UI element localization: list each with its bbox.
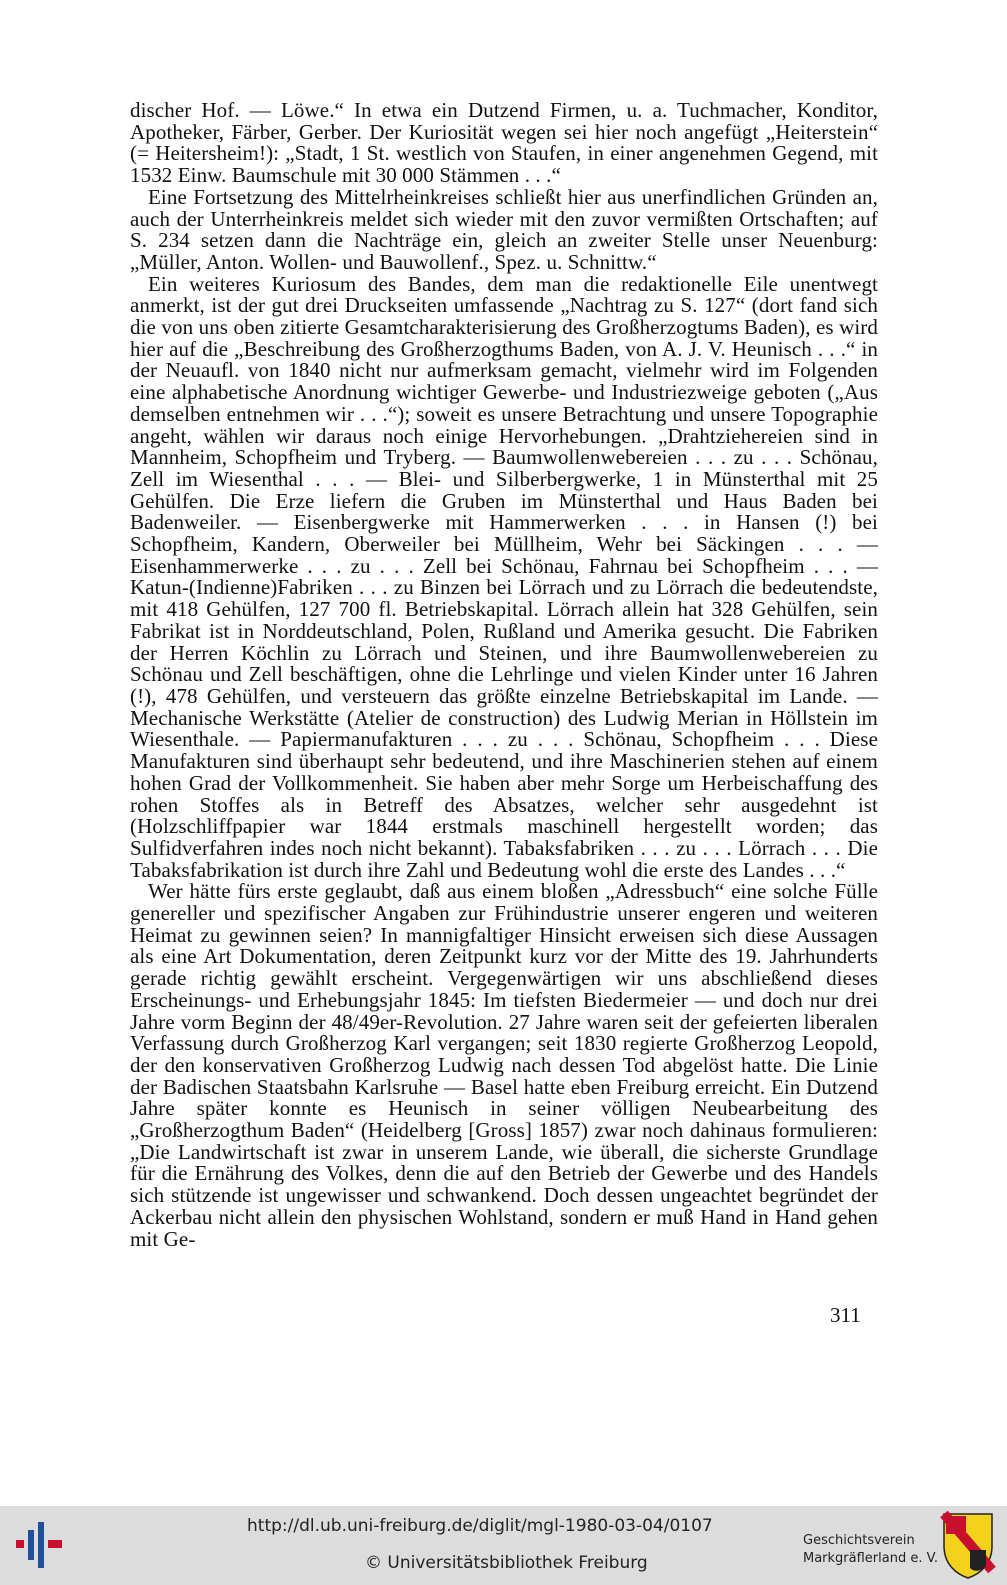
- footer-bar: [0, 1506, 1007, 1585]
- paragraph-1: discher Hof. — Löwe.“ In etwa ein Dutzend Firmen, u. a. Tuchmacher, Konditor, Apotheker, Färber, Gerber. Der Kuriosität wegen sei hier noch angefügt „Heiterstein“ (= Heitersheim!): „Stadt, 1 St. westlich von Staufen, in einer angenehmen Gegend, mit 1532 Einw. Baumschule mit 30 000 Stämmen . . .“: [130, 98, 878, 188]
- society-name: [803, 1532, 938, 1568]
- society-line-2: Markgräflerland e. V.: [803, 1551, 938, 1566]
- article-body: [130, 100, 878, 1250]
- paragraph-2: Eine Fortsetzung des Mittelrheinkreises schließt hier aus unerfindlichen Gründen an, auch der Unterrheinkreis meldet sich wieder mit den zuvor vermißten Ortschaften; auf S. 234 setzen dann die Nachträge ein, gleich an zweiter Stelle unser Neuenburg: „Müller, Anton. Wollen- und Bauwollenf., Spez. u. Schnittw.“: [130, 184, 878, 274]
- permalink-link[interactable]: http://dl.ub.uni-freiburg.de/diglit/mgl-1980-03-04/0107: [247, 1516, 713, 1536]
- ub-freiburg-logo-icon[interactable]: [14, 1518, 64, 1572]
- paragraph-4: Wer hätte fürs erste geglaubt, daß aus einem bloßen „Adressbuch“ eine solche Fülle genereller und spezifischer Angaben zur Frühindustrie unserer engeren und weiteren Heimat zu gewinnen seien? In mannigfaltiger Hinsicht erweisen sich diese Aussagen als eine Art Dokumentation, deren Zeitpunkt kurz vor der Mitte des 19. Jahrhunderts gerade richtig gewählt erscheint. Vergegenwärtigen wir uns abschließend dieses Erscheinungs- und Erhebungsjahr 1845: Im tiefsten Biedermeier — und doch nur drei Jahre vorm Beginn der 48/49er-Revolution. 27 Jahre waren seit der gefeierten liberalen Verfassung durch Großherzog Karl vergangen; seit 1830 regierte Großherzog Leopold, der den konservativen Großherzog Ludwig nach dessen Tod abgelöst hatte. Die Linie der Badischen Staatsbahn Karlsruhe — Basel hatte eben Freiburg erreicht. Ein Dutzend Jahre später konnte es Heunisch in seiner völligen Neubearbeitung des „Großherzogthum Baden“ (Heidelberg [Gross] 1857) zwar noch dahinaus formulieren: „Die Landwirtschaft ist zwar in unserem Lande, wie überall, die sicherste Grundlage für die Ernährung des Volkes, denn die auf den Betrieb der Gewerbe und des Handels sich stützende ist ungewisser und schwankend. Doch dessen ungeachtet begründet der Ackerbau nicht allein den physischen Wohlstand, sondern er muß Hand in Hand gehen mit Ge-: [130, 879, 878, 1251]
- coat-of-arms-icon[interactable]: [940, 1510, 996, 1580]
- society-line-1: Geschichtsverein: [803, 1533, 915, 1548]
- copyright-text: © Universitätsbibliothek Freiburg: [365, 1553, 648, 1573]
- paragraph-3: Ein weiteres Kuriosum des Bandes, dem man die redaktionelle Eile unentwegt anmerkt, ist der gut drei Druckseiten umfassende „Nachtrag zu S. 127“ (dort fand sich die von uns oben zitierte Gesamtcharakterisierung des Großherzogtums Baden), es wird hier auf die „Beschreibung des Großherzogthums Baden, von A. J. V. Heunisch . . .“ in der Neuaufl. von 1840 nicht nur aufmerksam gemacht, vielmehr wird im Folgenden eine alphabetische Anordnung wichtiger Gewerbe- und Industriezweige geboten („Aus demselben entnehmen wir . . .“); soweit es unsere Betrachtung und unsere Topographie angeht, wählen wir daraus noch einige Hervorhebungen. „Drahtziehereien sind in Mannheim, Schopfheim und Tryberg. — Baumwollenwebereien . . . zu . . . Schönau, Zell im Wiesenthal . . . — Blei- und Silberbergwerke, 1 in Münsterthal mit 25 Gehülfen. Die Erze liefern die Gruben im Münsterthal und Haus Baden bei Badenweiler. — Eisenbergwerke mit Hammerwerken . . . in Hansen (!) bei Schopfheim, Kandern, Oberweiler bei Müllheim, Wehr bei Säckingen . . . — Eisenhammerwerke . . . zu . . . Zell bei Schönau, Fahrnau bei Schopfheim . . . — Katun-(Indienne)Fabriken . . . zu Binzen bei Lörrach und zu Lörrach die bedeutendste, mit 418 Gehülfen, 127 700 fl. Betriebskapital. Lörrach allein hat 328 Gehülfen, sein Fabrikat ist in Norddeutschland, Polen, Rußland und Amerika gesucht. Die Fabriken der Herren Köchlin zu Lörrach und Steinen, und ihre Baumwollenwebereien zu Schönau und Zell beschäftigen, ohne die Lehrlinge und vielen Kinder unter 16 Jahren (!), 478 Gehülfen, und versteuern das größte einzelne Betriebskapital im Lande. — Mechanische Werkstätte (Atelier de construction) des Ludwig Merian in Höllstein im Wiesenthale. — Papiermanufakturen . . . zu . . . Schönau, Schopfheim . . . Diese Manufakturen sind überhaupt sehr bedeutend, und ihre Maschinerien stehen auf einem hohen Grad der Vollkommenheit. Sie haben aber mehr Sorge um Herbeischaffung des rohen Stoffes als in Betreff des Absatzes, welcher sehr ausgedehnt ist (Holzschliffpapier war 1844 erstmals maschinell hergestellt worden; das Sulfidverfahren indes noch nicht bekannt). Tabaksfabriken . . . zu . . . Lörrach . . . Die Tabaksfabrikation ist durch ihre Zahl und Bedeutung wohl die erste des Landes . . .“: [130, 271, 878, 882]
- page-number: 311: [830, 1303, 861, 1327]
